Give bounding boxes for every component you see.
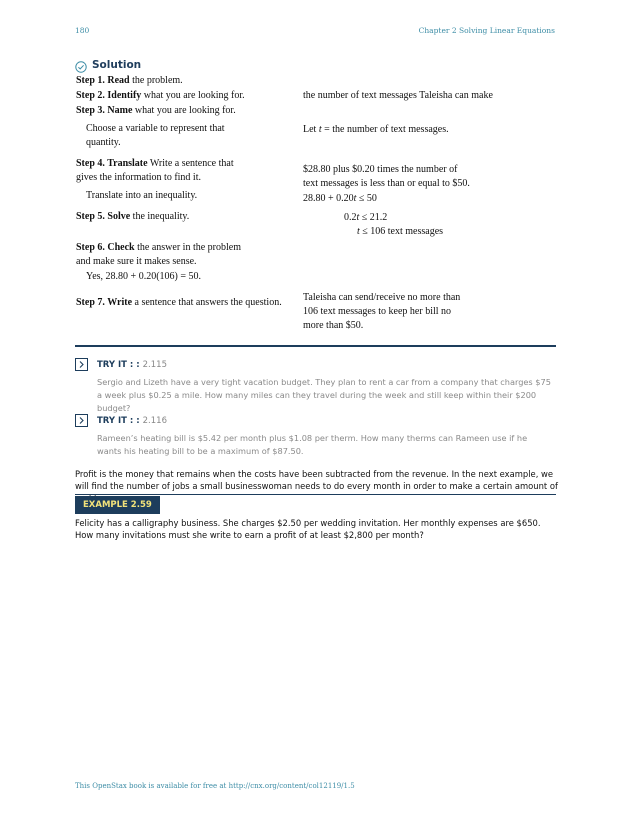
step-4-inequality-pre: 28.80 + 0.20 [303,193,354,204]
step-5-inequality-2 [357,225,443,240]
step-6-line-2: and make sure it makes sense. [76,256,197,267]
step-2-answer: the number of text messages Taleisha can make [303,90,493,101]
footer-link[interactable]: This OpenStax book is available for free at http://cnx.org/content/col12119/1.5 [75,782,355,790]
example-text: Felicity has a calligraphy business. She charges $2.50 per wedding invitation. Her monthly expenses are $650. How many invitations must she write to earn a profit of at least $2,800 per month? [75,518,541,540]
step-7 [76,296,282,311]
step-4-line-2: gives the information to find it. [76,172,201,183]
step-6-label: Step 6. Check [76,242,135,253]
step-1 [76,74,183,89]
step-4 [76,157,234,172]
profit-paragraph: Profit is the money that remains when the costs have been subtracted from the revenue. In the next example, we will find the number of jobs a small businesswoman needs to do every month in order to make a certain amount of [75,469,558,491]
try-it-expand-button-2[interactable] [75,414,88,427]
step-5-text: the inequality. [130,211,190,222]
try-it-label-2: TRY IT : : [97,416,140,426]
step-3-answer-pre: Let [303,124,319,135]
step-7-text: a sentence that answers the question. [132,297,282,308]
step-4-text: Write a sentence that [147,158,234,169]
step-5 [76,210,189,225]
chevron-right-icon [76,415,87,426]
chevron-right-icon [76,359,87,370]
step-5-label: Step 5. Solve [76,211,131,222]
step-7-answer-line-1: Taleisha can send/receive no more than [303,292,461,303]
step-2-text: what you are looking for. [141,90,245,101]
try-it-expand-button-1[interactable] [75,358,88,371]
step-4-inequality [303,192,377,207]
step-2-label: Step 2. Identify [76,90,142,101]
step-4-inequality-post: ≤ 50 [356,193,377,204]
step-7-answer-line-3: more than $50. [303,320,364,331]
step-4-answer-line-2: text messages is less than or equal to $50. [303,178,470,189]
step-3-text: what you are looking for. [132,105,236,116]
step-4-label: Step 4. Translate [76,158,148,169]
try-it-heading-1 [97,360,167,370]
try-it-number-1: 2.115 [142,360,167,370]
step-5-inequality-1 [344,211,387,226]
step-6-sub: Yes, 28.80 + 0.20(106) = 50. [86,271,201,282]
step-3-answer-post: = the number of text messages. [321,124,449,135]
try-it-text-2: Rameen’s heating bill is $5.42 per month plus $1.08 per therm. How many therms can Rameen use if he wants his heating bill to be a maximum of $87.50. [97,433,528,456]
example-top-rule [75,494,556,495]
check-circle-icon [75,58,87,70]
try-it-heading-2 [97,416,167,426]
step-1-label: Step 1. Read [76,75,130,86]
step-6 [76,241,241,256]
step-4-answer-line-1: $28.80 plus $0.20 times the number of [303,164,458,175]
variable-t: t [356,212,360,223]
step-2 [76,89,245,104]
try-it-text-1: Sergio and Lizeth have a very tight vacation budget. They plan to rent a car from a company that charges $75 a week plus $0.25 a mile. How many miles can they travel during the week and still keep within their $200 budget? [97,377,551,413]
try-it-number-2: 2.116 [142,416,167,426]
variable-t: t [357,226,360,237]
step-6-text: the answer in the problem [134,242,241,253]
try-it-label-1: TRY IT : : [97,360,140,370]
step-3-sub-line-2: quantity. [86,137,121,148]
step-7-answer-line-2: 106 text messages to keep her bill no [303,306,452,317]
variable-t: t [353,193,357,204]
step-5-inequality-2-post: ≤ 106 text messages [359,226,444,237]
step-7-label: Step 7. Write [76,297,133,308]
page-number: 180 [75,26,90,35]
variable-t: t [318,124,322,135]
step-3 [76,104,236,119]
section-divider [75,345,556,347]
chapter-title: Chapter 2 Solving Linear Equations [418,26,555,35]
step-4-sub: Translate into an inequality. [86,190,198,201]
step-3-answer [303,123,449,138]
example-badge: EXAMPLE 2.59 [75,496,160,514]
solution-title: Solution [92,59,142,71]
step-5-inequality-1-post: ≤ 21.2 [359,212,388,223]
step-3-label: Step 3. Name [76,105,133,116]
step-3-sub-line-1: Choose a variable to represent that [86,123,225,134]
step-5-inequality-1-pre: 0.2 [344,212,357,223]
step-1-text: the problem. [129,75,183,86]
